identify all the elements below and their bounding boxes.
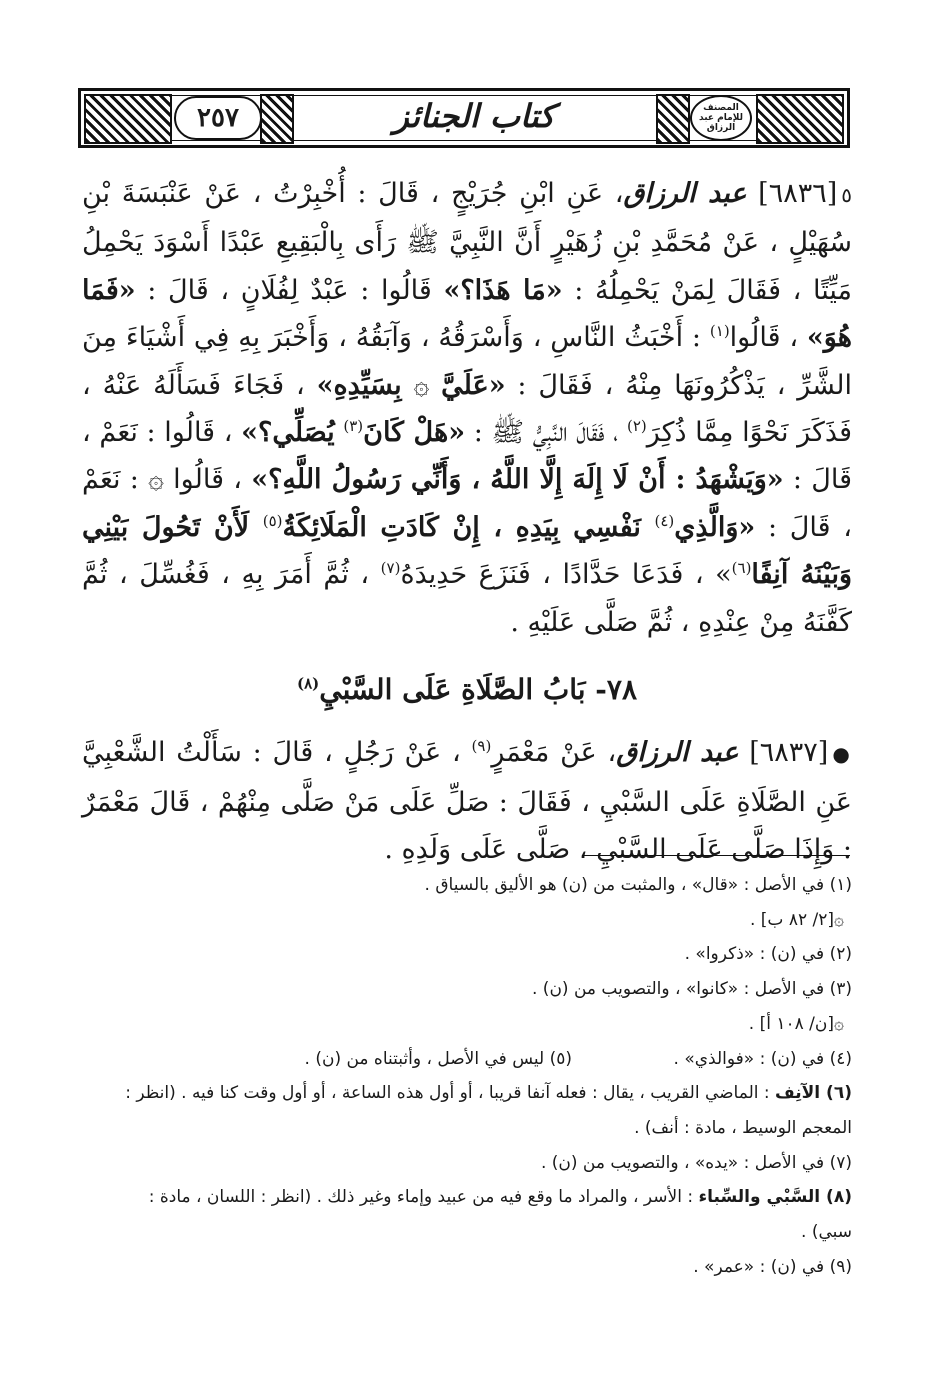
- text-run: : أَخْبَثُ النَّاسِ ،: [532, 322, 710, 354]
- footnote-ref: (٣): [343, 417, 364, 436]
- folio-mark-icon: ۞: [834, 1013, 844, 1034]
- text-run: قَالُوا : عَبْدٌ لِفُلَانٍ ، قَالَ :: [135, 274, 444, 306]
- ornament-right: [756, 94, 844, 144]
- page-header: [78, 88, 850, 148]
- text-run: ، عَنِ ابْنِ جُرَيْجٍ ، قَالَ : أُخْبِرْتُ ، عَنْ عَنْبَسَةَ بْنِ سُهَيْلٍ ، عَنْ: [82, 178, 852, 259]
- text-run: يَحْمِلُهُ :: [562, 274, 659, 306]
- footnote-row: [82, 1042, 852, 1077]
- text-run: ، عَنْ رَجُلٍ ، قَالَ : سَأَلْتُ الشَّعْبِيَّ عَنِ الصَّلَاةِ عَلَى: [82, 737, 853, 818]
- prophet-quote: وَبَيْنَهُ آنِفًا: [751, 559, 852, 591]
- footnote-ref: (٧): [380, 559, 401, 578]
- book-title: كتاب الجنائز: [393, 97, 555, 135]
- hadith-number: [٦٨٣٧]: [749, 737, 829, 769]
- chapter-heading: [82, 666, 852, 713]
- hadith-number: [٦٨٣٦]: [758, 178, 838, 209]
- footnote-divider: [582, 855, 850, 856]
- footnote-ref: (٨): [296, 674, 320, 693]
- prophet-quote: «مَا هَذَا؟»: [443, 274, 563, 306]
- text-run: » ، فَدَعَا حَدَّادًا ، فَنَزَعَ حَدِيدَهُ: [400, 559, 732, 591]
- text-run: ، ثُمَّ أَمَرَ بِهِ ، فَغُسِّلَ ، ثُمَّ كَفَّنَهُ مِنْ: [82, 559, 852, 638]
- folio-mark-icon: ۞: [834, 909, 844, 930]
- footnote-8: [82, 1180, 852, 1215]
- text-run: ، فَجَاءَ فَسَأَلَهُ عَنْهُ ، فَذَكَرَ نَحْوًا مِمَّا ذُكِرَ: [82, 369, 852, 449]
- footnote-ref: (٩): [471, 737, 492, 756]
- footnote-4: (٤) في (ن) : «فوالذي» .: [673, 1048, 852, 1069]
- page-number: ٢٥٧: [174, 96, 262, 140]
- prophet-quote: «فَمَا هُوَ»: [82, 274, 852, 354]
- prophet-quote: بِسَيِّدِهِ»: [316, 369, 402, 401]
- ornament-right-inner: [656, 94, 690, 144]
- prophet-quote: «وَيَشْهَدُ : أَنْ لَا إِلَهَ إِلَّا اللَّهُ ، وَأَنِّي رَسُولُ اللَّهِ؟»: [251, 464, 784, 496]
- footnote-ref: (٥): [262, 511, 283, 530]
- footnotes: [82, 868, 852, 1284]
- footnote-8-cont: سبي) .: [801, 1222, 852, 1243]
- text-run: وَأَسْرَقُهُ ، وَآبَقُهُ ، وَأَخْبَرَ بِهِ فِي أَشْيَاءَ مِنَ الشَّرِّ ، يَذْكُرُونَهَا مِنْهُ ، فَقَالَ :: [82, 322, 852, 401]
- footnote-5: (٥) ليس في الأصل ، وأثبتناه من (ن) .: [304, 1048, 572, 1069]
- footnote-3-folio: [82, 1007, 852, 1042]
- chapter-title: ٧٨- بَابُ الصَّلَاةِ عَلَى السَّبْيِ: [319, 673, 637, 707]
- narrator-name: عبد الرزاق: [623, 178, 747, 209]
- hadith-6837: [82, 729, 852, 873]
- folio-ref: [٢/ ٨٢ ب] .: [749, 909, 835, 930]
- text-run: قَالُوا: [163, 464, 224, 496]
- text-run: ، قَالُوا : نَعَمْ ، قَالَ :: [82, 417, 853, 496]
- footnote-6: [82, 1076, 852, 1111]
- folio-ref: [ن/ ١٠٨ أ] .: [748, 1013, 835, 1034]
- text-run: عَلَى وَلَدِهِ .: [384, 834, 508, 866]
- hadith-line: [82, 170, 852, 646]
- text-run: ، عَنْ مَعْمَرٍ: [491, 737, 617, 769]
- footnote-3: (٣) في الأصل : «كانوا» ، والتصويب من (ن) .: [532, 979, 852, 1000]
- prophet-quote: «وَالَّذِي: [674, 511, 756, 543]
- footnote-6-cont: المعجم الوسيط ، مادة : أنف) .: [634, 1117, 852, 1138]
- ornament-left: [84, 94, 172, 144]
- footnote-2: (٢) في (ن) : «ذكروا» .: [684, 944, 852, 965]
- narrator-name: عبد الرزاق: [616, 737, 739, 769]
- text-run: : نَعَمْ ، قَالَ :: [82, 464, 853, 543]
- folio-mark-icon: ۞: [148, 464, 164, 496]
- footnote-ref: (٢): [626, 417, 647, 436]
- footnote-term: (٨) السَّبْي والسِّباء: [698, 1187, 852, 1208]
- hadith-6836: [82, 170, 852, 646]
- footnote-7: (٧) في الأصل : «يده» ، والتصويب من (ن) .: [540, 1152, 852, 1173]
- prophet-quote: لَأَنْ تَحُولَ بَيْنِي: [82, 511, 263, 543]
- prophet-quote: «هَلْ كَانَ: [363, 417, 466, 449]
- text-run: السَّبْيِ ، فَقَالَ : صَلِّ عَلَى مَنْ صَلَّى مِنْهُمْ ، قَالَ مَعْمَرٌ : وَإِذَا صَلَّى عَلَى السَّبْيِ ، صَلَّى: [82, 786, 852, 866]
- text-run: مُحَمَّدِ بْنِ زُهَيْرٍ أَنَّ النَّبِيَّ ﷺ رَأَى بِالْبَقِيعِ عَبْدًا أَسْوَدَ يَحْمِلُ مَيِّتًا ، فَقَالَ لِمَنْ: [82, 227, 852, 306]
- footnote-1: (١) في الأصل : «قال» ، والمثبت من (ن) هو الأليق بالسياق .: [424, 875, 852, 895]
- prophet-quote: «عَلَيَّ: [441, 369, 506, 401]
- ornament-left-inner: [260, 94, 294, 144]
- footnote-text: : الماضي القريب ، يقال : فعله آنفا قريبا ، أو أول هذه الساعة ، أو أول وقت كنا فيه . (انظر :: [125, 1083, 776, 1104]
- footnote-ref: (٤): [654, 511, 675, 530]
- main-text: [82, 170, 852, 874]
- footnote-text: : الأسر ، والمراد ما وقع فيه من عبيد وإماء وغير ذلك . (انظر : اللسان ، مادة :: [148, 1187, 699, 1208]
- footnote-1-folio: [82, 903, 852, 938]
- footnote-ref: (٦): [731, 559, 752, 578]
- hadith-marker: ٥: [841, 183, 852, 207]
- text-run: ، قَالُوا: [729, 322, 807, 354]
- prophet-quote: يُصَلِّي؟»: [241, 417, 335, 449]
- folio-mark-icon: ۞: [413, 369, 430, 401]
- footnote-ref: (١): [709, 322, 730, 341]
- footnote-term: (٦) الآنِف: [775, 1083, 852, 1104]
- text-run: ،: [233, 464, 252, 496]
- prophet-quote: نَفْسِي بِيَدِهِ ، إِنْ كَادَتِ الْمَلَائِكَةُ: [282, 511, 655, 543]
- series-logo-seal: المصنف للإمام عبد الرزاق: [690, 95, 752, 141]
- text-run: ، فَقَالَ النَّبِيُّ ﷺ :: [465, 417, 627, 449]
- footnote-9: (٩) في (ن) : «عمر» .: [693, 1256, 852, 1277]
- text-run: عِنْدِهِ ، ثُمَّ صَلَّى عَلَيْهِ .: [510, 606, 751, 638]
- hadith-line: [82, 729, 852, 873]
- hadith-marker: ●: [832, 742, 853, 767]
